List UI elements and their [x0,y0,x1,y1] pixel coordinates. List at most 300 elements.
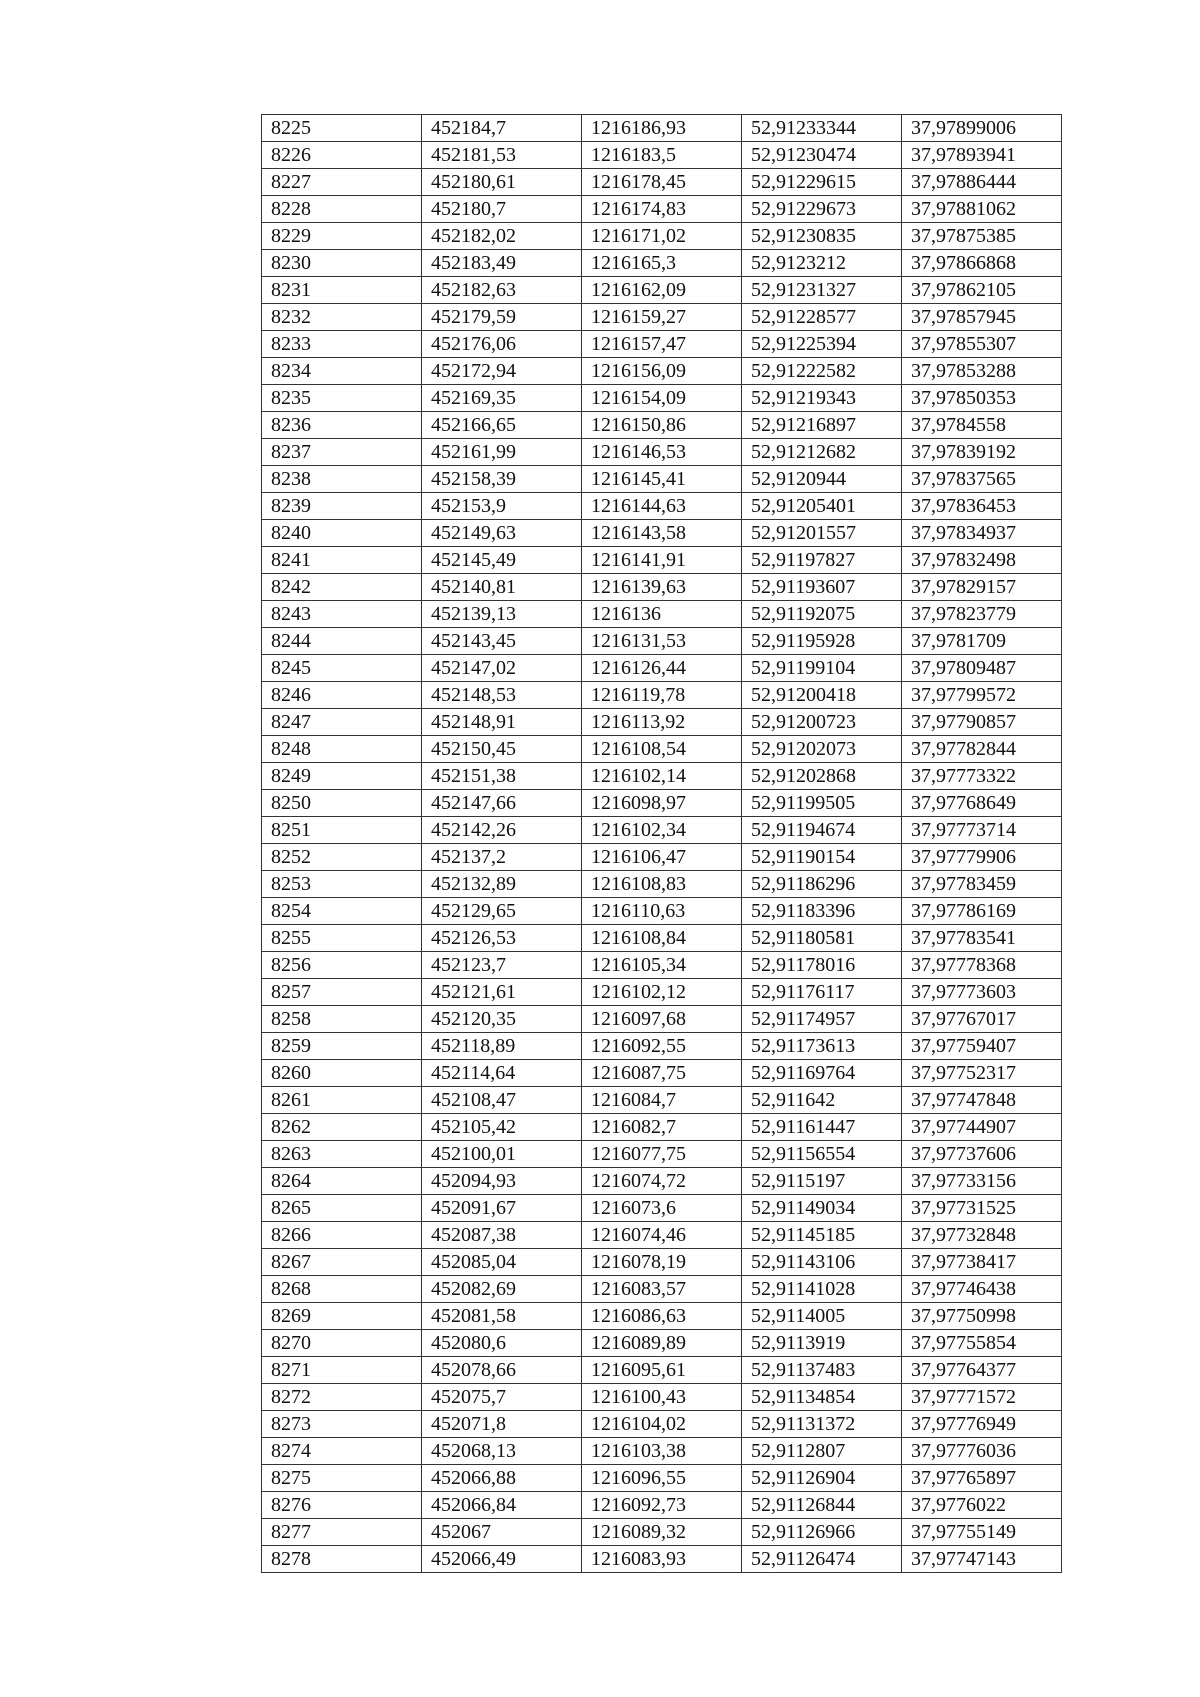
point-number-cell: 8247 [262,709,422,736]
y-coordinate-cell: 1216156,09 [582,358,742,385]
y-coordinate-cell: 1216104,02 [582,1411,742,1438]
table-row [262,736,1062,763]
x-coordinate-cell: 452118,89 [422,1033,582,1060]
longitude-cell: 37,97799572 [902,682,1062,709]
longitude-cell: 37,97783459 [902,871,1062,898]
point-number-cell: 8267 [262,1249,422,1276]
longitude-cell: 37,97823779 [902,601,1062,628]
latitude-cell: 52,91230474 [742,142,902,169]
table-row [262,331,1062,358]
table-row [262,196,1062,223]
y-coordinate-cell: 1216073,6 [582,1195,742,1222]
latitude-cell: 52,91192075 [742,601,902,628]
y-coordinate-cell: 1216110,63 [582,898,742,925]
point-number-cell: 8250 [262,790,422,817]
latitude-cell: 52,91231327 [742,277,902,304]
latitude-cell: 52,9115197 [742,1168,902,1195]
table-row [262,385,1062,412]
table-row [262,466,1062,493]
y-coordinate-cell: 1216074,46 [582,1222,742,1249]
coordinates-table-body [262,115,1062,1573]
y-coordinate-cell: 1216095,61 [582,1357,742,1384]
table-row [262,1519,1062,1546]
y-coordinate-cell: 1216108,54 [582,736,742,763]
y-coordinate-cell: 1216098,97 [582,790,742,817]
table-row [262,358,1062,385]
latitude-cell: 52,9114005 [742,1303,902,1330]
latitude-cell: 52,91199104 [742,655,902,682]
latitude-cell: 52,9123212 [742,250,902,277]
table-row [262,1087,1062,1114]
y-coordinate-cell: 1216078,19 [582,1249,742,1276]
latitude-cell: 52,91174957 [742,1006,902,1033]
x-coordinate-cell: 452066,88 [422,1465,582,1492]
table-row [262,142,1062,169]
longitude-cell: 37,97790857 [902,709,1062,736]
latitude-cell: 52,91190154 [742,844,902,871]
latitude-cell: 52,9120944 [742,466,902,493]
x-coordinate-cell: 452149,63 [422,520,582,547]
table-row [262,1060,1062,1087]
table-row [262,547,1062,574]
y-coordinate-cell: 1216146,53 [582,439,742,466]
y-coordinate-cell: 1216105,34 [582,952,742,979]
y-coordinate-cell: 1216092,55 [582,1033,742,1060]
y-coordinate-cell: 1216108,84 [582,925,742,952]
latitude-cell: 52,91183396 [742,898,902,925]
point-number-cell: 8263 [262,1141,422,1168]
x-coordinate-cell: 452166,65 [422,412,582,439]
x-coordinate-cell: 452182,02 [422,223,582,250]
longitude-cell: 37,97836453 [902,493,1062,520]
latitude-cell: 52,91137483 [742,1357,902,1384]
table-row [262,1114,1062,1141]
table-row [262,709,1062,736]
table-row [262,952,1062,979]
latitude-cell: 52,91149034 [742,1195,902,1222]
table-row [262,1222,1062,1249]
latitude-cell: 52,9113919 [742,1330,902,1357]
x-coordinate-cell: 452091,67 [422,1195,582,1222]
table-row [262,115,1062,142]
latitude-cell: 52,91173613 [742,1033,902,1060]
latitude-cell: 52,91194674 [742,817,902,844]
x-coordinate-cell: 452078,66 [422,1357,582,1384]
table-row [262,1438,1062,1465]
y-coordinate-cell: 1216143,58 [582,520,742,547]
latitude-cell: 52,91212682 [742,439,902,466]
point-number-cell: 8264 [262,1168,422,1195]
point-number-cell: 8273 [262,1411,422,1438]
table-row [262,1195,1062,1222]
longitude-cell: 37,97881062 [902,196,1062,223]
longitude-cell: 37,97832498 [902,547,1062,574]
table-row [262,1465,1062,1492]
table-row [262,1168,1062,1195]
point-number-cell: 8256 [262,952,422,979]
point-number-cell: 8265 [262,1195,422,1222]
x-coordinate-cell: 452105,42 [422,1114,582,1141]
x-coordinate-cell: 452145,49 [422,547,582,574]
longitude-cell: 37,97755149 [902,1519,1062,1546]
y-coordinate-cell: 1216096,55 [582,1465,742,1492]
table-row [262,790,1062,817]
latitude-cell: 52,91145185 [742,1222,902,1249]
x-coordinate-cell: 452143,45 [422,628,582,655]
latitude-cell: 52,91200723 [742,709,902,736]
latitude-cell: 52,91197827 [742,547,902,574]
latitude-cell: 52,91126844 [742,1492,902,1519]
latitude-cell: 52,91126966 [742,1519,902,1546]
table-row [262,1357,1062,1384]
x-coordinate-cell: 452066,49 [422,1546,582,1573]
table-row [262,169,1062,196]
y-coordinate-cell: 1216136 [582,601,742,628]
point-number-cell: 8235 [262,385,422,412]
longitude-cell: 37,97839192 [902,439,1062,466]
point-number-cell: 8269 [262,1303,422,1330]
y-coordinate-cell: 1216171,02 [582,223,742,250]
point-number-cell: 8246 [262,682,422,709]
point-number-cell: 8259 [262,1033,422,1060]
x-coordinate-cell: 452142,26 [422,817,582,844]
table-row [262,979,1062,1006]
y-coordinate-cell: 1216174,83 [582,196,742,223]
y-coordinate-cell: 1216103,38 [582,1438,742,1465]
y-coordinate-cell: 1216144,63 [582,493,742,520]
point-number-cell: 8257 [262,979,422,1006]
longitude-cell: 37,97778368 [902,952,1062,979]
y-coordinate-cell: 1216100,43 [582,1384,742,1411]
longitude-cell: 37,97776036 [902,1438,1062,1465]
longitude-cell: 37,97747143 [902,1546,1062,1573]
x-coordinate-cell: 452147,02 [422,655,582,682]
y-coordinate-cell: 1216086,63 [582,1303,742,1330]
longitude-cell: 37,9784558 [902,412,1062,439]
latitude-cell: 52,91195928 [742,628,902,655]
y-coordinate-cell: 1216113,92 [582,709,742,736]
y-coordinate-cell: 1216157,47 [582,331,742,358]
y-coordinate-cell: 1216089,89 [582,1330,742,1357]
y-coordinate-cell: 1216106,47 [582,844,742,871]
longitude-cell: 37,97738417 [902,1249,1062,1276]
x-coordinate-cell: 452161,99 [422,439,582,466]
table-row [262,628,1062,655]
longitude-cell: 37,97809487 [902,655,1062,682]
table-row [262,1249,1062,1276]
y-coordinate-cell: 1216108,83 [582,871,742,898]
longitude-cell: 37,97773714 [902,817,1062,844]
table-row [262,1006,1062,1033]
x-coordinate-cell: 452180,61 [422,169,582,196]
longitude-cell: 37,97764377 [902,1357,1062,1384]
x-coordinate-cell: 452087,38 [422,1222,582,1249]
longitude-cell: 37,97862105 [902,277,1062,304]
latitude-cell: 52,911642 [742,1087,902,1114]
latitude-cell: 52,91180581 [742,925,902,952]
latitude-cell: 52,91216897 [742,412,902,439]
y-coordinate-cell: 1216092,73 [582,1492,742,1519]
table-row [262,682,1062,709]
x-coordinate-cell: 452147,66 [422,790,582,817]
y-coordinate-cell: 1216102,34 [582,817,742,844]
latitude-cell: 52,91201557 [742,520,902,547]
latitude-cell: 52,91161447 [742,1114,902,1141]
x-coordinate-cell: 452137,2 [422,844,582,871]
point-number-cell: 8236 [262,412,422,439]
y-coordinate-cell: 1216082,7 [582,1114,742,1141]
longitude-cell: 37,97744907 [902,1114,1062,1141]
point-number-cell: 8278 [262,1546,422,1573]
point-number-cell: 8244 [262,628,422,655]
latitude-cell: 52,91222582 [742,358,902,385]
longitude-cell: 37,97866868 [902,250,1062,277]
y-coordinate-cell: 1216126,44 [582,655,742,682]
table-row [262,817,1062,844]
point-number-cell: 8268 [262,1276,422,1303]
latitude-cell: 52,91141028 [742,1276,902,1303]
table-row [262,925,1062,952]
x-coordinate-cell: 452066,84 [422,1492,582,1519]
longitude-cell: 37,97782844 [902,736,1062,763]
table-row [262,601,1062,628]
latitude-cell: 52,91229615 [742,169,902,196]
point-number-cell: 8270 [262,1330,422,1357]
longitude-cell: 37,97875385 [902,223,1062,250]
x-coordinate-cell: 452182,63 [422,277,582,304]
latitude-cell: 52,91202868 [742,763,902,790]
table-row [262,574,1062,601]
longitude-cell: 37,97886444 [902,169,1062,196]
point-number-cell: 8260 [262,1060,422,1087]
x-coordinate-cell: 452148,91 [422,709,582,736]
table-row [262,250,1062,277]
table-row [262,1033,1062,1060]
longitude-cell: 37,97773603 [902,979,1062,1006]
point-number-cell: 8225 [262,115,422,142]
x-coordinate-cell: 452085,04 [422,1249,582,1276]
latitude-cell: 52,91205401 [742,493,902,520]
x-coordinate-cell: 452114,64 [422,1060,582,1087]
y-coordinate-cell: 1216131,53 [582,628,742,655]
coordinates-table [261,114,1062,1573]
latitude-cell: 52,91200418 [742,682,902,709]
table-row [262,1546,1062,1573]
x-coordinate-cell: 452179,59 [422,304,582,331]
longitude-cell: 37,9776022 [902,1492,1062,1519]
y-coordinate-cell: 1216141,91 [582,547,742,574]
table-row [262,493,1062,520]
point-number-cell: 8226 [262,142,422,169]
y-coordinate-cell: 1216083,57 [582,1276,742,1303]
table-row [262,1330,1062,1357]
x-coordinate-cell: 452075,7 [422,1384,582,1411]
y-coordinate-cell: 1216162,09 [582,277,742,304]
latitude-cell: 52,91230835 [742,223,902,250]
table-row [262,844,1062,871]
point-number-cell: 8237 [262,439,422,466]
point-number-cell: 8230 [262,250,422,277]
x-coordinate-cell: 452071,8 [422,1411,582,1438]
x-coordinate-cell: 452132,89 [422,871,582,898]
longitude-cell: 37,97855307 [902,331,1062,358]
table-row [262,1411,1062,1438]
y-coordinate-cell: 1216084,7 [582,1087,742,1114]
point-number-cell: 8262 [262,1114,422,1141]
latitude-cell: 52,91143106 [742,1249,902,1276]
point-number-cell: 8229 [262,223,422,250]
x-coordinate-cell: 452100,01 [422,1141,582,1168]
x-coordinate-cell: 452080,6 [422,1330,582,1357]
x-coordinate-cell: 452181,53 [422,142,582,169]
x-coordinate-cell: 452176,06 [422,331,582,358]
point-number-cell: 8272 [262,1384,422,1411]
longitude-cell: 37,97776949 [902,1411,1062,1438]
longitude-cell: 37,97771572 [902,1384,1062,1411]
table-row [262,277,1062,304]
y-coordinate-cell: 1216089,32 [582,1519,742,1546]
y-coordinate-cell: 1216074,72 [582,1168,742,1195]
longitude-cell: 37,97850353 [902,385,1062,412]
table-row [262,1492,1062,1519]
table-row [262,412,1062,439]
latitude-cell: 52,91134854 [742,1384,902,1411]
y-coordinate-cell: 1216119,78 [582,682,742,709]
longitude-cell: 37,97750998 [902,1303,1062,1330]
y-coordinate-cell: 1216165,3 [582,250,742,277]
x-coordinate-cell: 452121,61 [422,979,582,1006]
latitude-cell: 52,91156554 [742,1141,902,1168]
point-number-cell: 8249 [262,763,422,790]
point-number-cell: 8255 [262,925,422,952]
x-coordinate-cell: 452108,47 [422,1087,582,1114]
longitude-cell: 37,97853288 [902,358,1062,385]
longitude-cell: 37,97857945 [902,304,1062,331]
y-coordinate-cell: 1216154,09 [582,385,742,412]
table-row [262,223,1062,250]
table-row [262,763,1062,790]
y-coordinate-cell: 1216083,93 [582,1546,742,1573]
latitude-cell: 52,91126904 [742,1465,902,1492]
longitude-cell: 37,97893941 [902,142,1062,169]
point-number-cell: 8240 [262,520,422,547]
longitude-cell: 37,97752317 [902,1060,1062,1087]
point-number-cell: 8241 [262,547,422,574]
longitude-cell: 37,97773322 [902,763,1062,790]
y-coordinate-cell: 1216145,41 [582,466,742,493]
y-coordinate-cell: 1216186,93 [582,115,742,142]
table-row [262,520,1062,547]
latitude-cell: 52,9112807 [742,1438,902,1465]
latitude-cell: 52,91126474 [742,1546,902,1573]
x-coordinate-cell: 452120,35 [422,1006,582,1033]
point-number-cell: 8277 [262,1519,422,1546]
longitude-cell: 37,97899006 [902,115,1062,142]
latitude-cell: 52,91219343 [742,385,902,412]
point-number-cell: 8275 [262,1465,422,1492]
x-coordinate-cell: 452094,93 [422,1168,582,1195]
point-number-cell: 8253 [262,871,422,898]
y-coordinate-cell: 1216178,45 [582,169,742,196]
point-number-cell: 8258 [262,1006,422,1033]
longitude-cell: 37,97786169 [902,898,1062,925]
latitude-cell: 52,91169764 [742,1060,902,1087]
table-row [262,898,1062,925]
point-number-cell: 8232 [262,304,422,331]
x-coordinate-cell: 452082,69 [422,1276,582,1303]
x-coordinate-cell: 452150,45 [422,736,582,763]
point-number-cell: 8234 [262,358,422,385]
table-row [262,1141,1062,1168]
latitude-cell: 52,91176117 [742,979,902,1006]
table-row [262,439,1062,466]
longitude-cell: 37,9781709 [902,628,1062,655]
latitude-cell: 52,91193607 [742,574,902,601]
x-coordinate-cell: 452158,39 [422,466,582,493]
longitude-cell: 37,97759407 [902,1033,1062,1060]
x-coordinate-cell: 452169,35 [422,385,582,412]
latitude-cell: 52,91186296 [742,871,902,898]
table-row [262,1384,1062,1411]
longitude-cell: 37,97767017 [902,1006,1062,1033]
x-coordinate-cell: 452184,7 [422,115,582,142]
y-coordinate-cell: 1216097,68 [582,1006,742,1033]
x-coordinate-cell: 452148,53 [422,682,582,709]
point-number-cell: 8254 [262,898,422,925]
table-row [262,1303,1062,1330]
longitude-cell: 37,97768649 [902,790,1062,817]
longitude-cell: 37,97731525 [902,1195,1062,1222]
x-coordinate-cell: 452129,65 [422,898,582,925]
x-coordinate-cell: 452172,94 [422,358,582,385]
longitude-cell: 37,97733156 [902,1168,1062,1195]
point-number-cell: 8266 [262,1222,422,1249]
y-coordinate-cell: 1216183,5 [582,142,742,169]
point-number-cell: 8228 [262,196,422,223]
table-row [262,304,1062,331]
x-coordinate-cell: 452151,38 [422,763,582,790]
latitude-cell: 52,91233344 [742,115,902,142]
y-coordinate-cell: 1216150,86 [582,412,742,439]
point-number-cell: 8248 [262,736,422,763]
longitude-cell: 37,97746438 [902,1276,1062,1303]
x-coordinate-cell: 452153,9 [422,493,582,520]
longitude-cell: 37,97834937 [902,520,1062,547]
table-row [262,1276,1062,1303]
y-coordinate-cell: 1216159,27 [582,304,742,331]
longitude-cell: 37,97779906 [902,844,1062,871]
x-coordinate-cell: 452123,7 [422,952,582,979]
longitude-cell: 37,97783541 [902,925,1062,952]
point-number-cell: 8243 [262,601,422,628]
point-number-cell: 8233 [262,331,422,358]
y-coordinate-cell: 1216087,75 [582,1060,742,1087]
y-coordinate-cell: 1216077,75 [582,1141,742,1168]
x-coordinate-cell: 452139,13 [422,601,582,628]
latitude-cell: 52,91178016 [742,952,902,979]
point-number-cell: 8242 [262,574,422,601]
point-number-cell: 8245 [262,655,422,682]
point-number-cell: 8227 [262,169,422,196]
longitude-cell: 37,97737606 [902,1141,1062,1168]
point-number-cell: 8238 [262,466,422,493]
table-row [262,871,1062,898]
x-coordinate-cell: 452081,58 [422,1303,582,1330]
latitude-cell: 52,91199505 [742,790,902,817]
x-coordinate-cell: 452126,53 [422,925,582,952]
x-coordinate-cell: 452068,13 [422,1438,582,1465]
x-coordinate-cell: 452183,49 [422,250,582,277]
